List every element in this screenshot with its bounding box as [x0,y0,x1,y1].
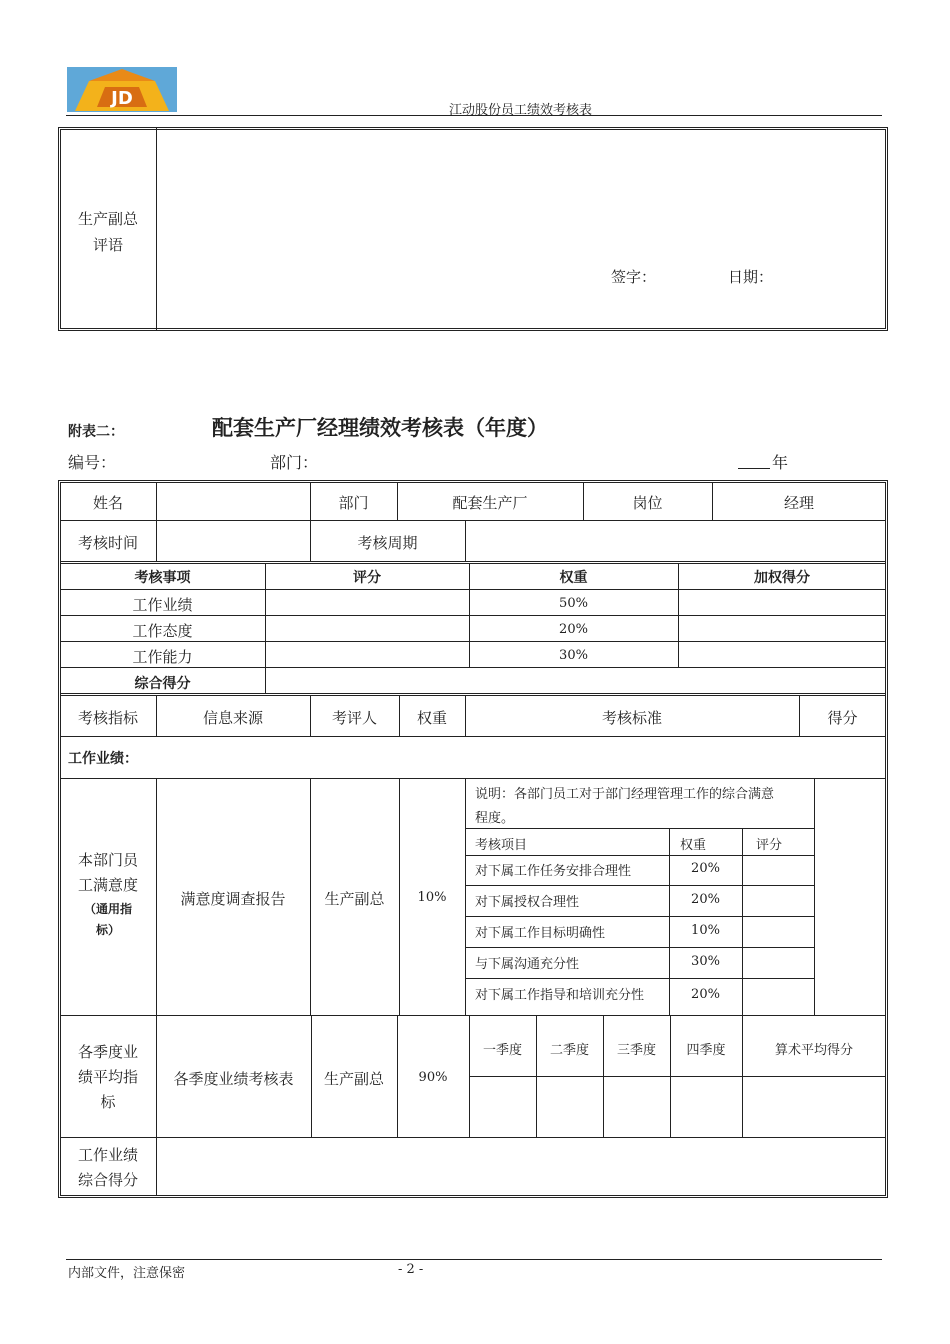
total-label: 工作业绩 综合得分 [77,1146,138,1189]
satisfaction-source: 满意度调查报告 [180,890,286,908]
svg-text:JD: JD [111,88,133,109]
date-label: 日期： [728,268,774,286]
footer-rule [66,1259,882,1260]
detail-header-source: 信息来源 [202,709,263,727]
satisfaction-desc: 说明：各部门员工对于部门经理管理工作的综合满意 程度。 [475,787,775,826]
year-blank [738,468,770,469]
detail-header-indicator: 考核指标 [77,709,138,727]
dept-header: 部门 [338,494,369,512]
detail-header-standard: 考核标准 [601,709,662,727]
summary-header-item: 考核事项 [134,570,191,586]
summary-header-weight: 权重 [559,570,588,586]
company-logo [67,67,177,112]
section-title: 工作业绩： [68,751,138,767]
sub-row-weight: 20% [691,861,720,876]
sub-row-item: 对下属授权合理性 [475,895,580,910]
summary-row-item: 工作态度 [132,622,193,640]
page-number: - 2 - [398,1262,424,1277]
sub-row-item: 与下属沟通充分性 [475,957,580,972]
page-title: 配套生产厂经理绩效考核表（年度） [212,416,548,440]
summary-row-weight: 50% [559,596,588,611]
year-label: 年 [772,453,789,472]
sub-row-weight: 10% [691,923,720,938]
sub-row-item: 对下属工作任务安排合理性 [475,864,632,879]
summary-row-weight: 30% [559,648,588,663]
header-rule [66,115,882,116]
satisfaction-evaluator: 生产副总 [324,890,385,908]
satisfaction-indicator: 本部门员 工满意度 （通用指 标） [77,851,138,937]
sub-row-item: 对下属工作指导和培训充分性 [475,988,645,1003]
sub-header-weight: 权重 [680,838,707,853]
quarter-q1: 一季度 [482,1043,522,1058]
detail-header-evaluator: 考评人 [331,709,377,727]
period-label: 考核周期 [357,534,418,552]
quarterly-indicator: 各季度业 绩平均指 标 [77,1043,138,1111]
satisfaction-weight: 10% [417,890,447,905]
quarter-average: 算术平均得分 [774,1043,853,1058]
number-label: 编号： [68,453,117,472]
detail-header-weight: 权重 [416,709,447,727]
dept-label: 部门： [270,453,319,472]
comments-table [58,127,888,331]
summary-row-weight: 20% [559,622,588,637]
sub-header-item: 考核项目 [475,838,528,853]
quarterly-weight: 90% [418,1070,448,1085]
quarter-q3: 三季度 [616,1043,656,1058]
sub-row-item: 对下属工作目标明确性 [475,926,606,941]
summary-total-label: 综合得分 [134,676,191,692]
name-label: 姓名 [92,494,123,512]
comments-divider [156,128,157,330]
header-title: 江动股份员工绩效考核表 [449,103,593,118]
summary-row-item: 工作业绩 [132,596,193,614]
sign-label: 签字： [611,268,657,286]
sub-row-weight: 20% [691,987,720,1002]
summary-header-weighted: 加权得分 [754,570,810,586]
summary-row-item: 工作能力 [132,648,193,666]
footer-confidential: 内部文件，注意保密 [68,1266,186,1281]
position-value: 经理 [783,494,814,512]
quarterly-evaluator: 生产副总 [323,1070,384,1088]
detail-header-score: 得分 [827,709,858,727]
time-label: 考核时间 [77,534,138,552]
quarterly-source: 各季度业绩考核表 [173,1070,294,1088]
position-header: 岗位 [632,494,663,512]
comments-label: 生产副总 评语 [77,210,138,254]
quarter-q4: 四季度 [686,1043,726,1058]
summary-header-score: 评分 [353,570,381,586]
sub-header-score: 评分 [756,838,783,853]
dept-value: 配套生产厂 [452,494,528,512]
sub-row-weight: 20% [691,892,720,907]
appendix-label: 附表二： [68,424,124,440]
sub-row-weight: 30% [691,954,720,969]
quarter-q2: 二季度 [549,1043,589,1058]
